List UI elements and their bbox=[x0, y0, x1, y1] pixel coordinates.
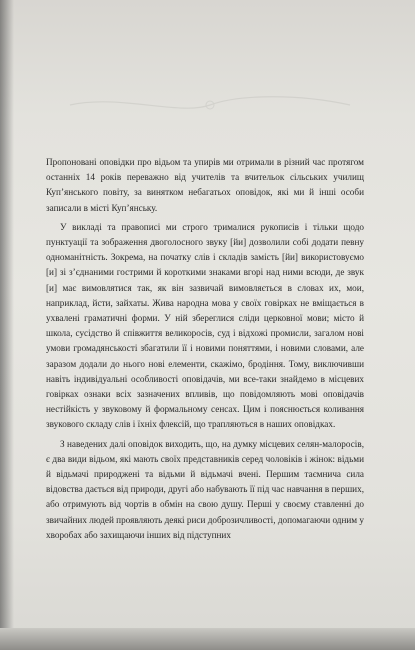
page-text bbox=[46, 155, 364, 543]
paragraph-2: У викладі та правописі ми строго трималися рукописів і тільки щодо пунктуації та зображення двоголосного звуку [йи] дозволили собі додати певну одноманітність. Зокрема, на початку слів і складів замість [йи] використовуємо [и] зі з’єднаними гострими й короткими знаками вгорі над ними всюди, де звук [и] має вимовлятися так, як він зазвичай вимовляється в словах их, мои, наприклад, йсти, зайхаты. Жива народна мова у своїх говірках не вміщається в ухвалені граматичні форми. У ній збереглися сліди церковної мови; місто й школа, сусідство й співжиття великоросів, суд і відхожі промисли, загалом нові умови громадянськості збагатили її і новими поняттями, і новими словами, але заразом додали до нього нові елементи, скажімо, бродіння. Тому, виключивши навіть індивідуальні особливості оповідачів, ми все-таки знайдемо в місцевих говірках ознаки всіх зазначених впливів, що повідомляють мові оповідачів нестійкість у звуковому й формальному сенсах. Цим і пояснюється коливання звукового складу слів і їхніх флексій, що трапляються в наших оповідках. bbox=[46, 221, 364, 430]
paragraph-3: З наведених далі оповідок виходить, що, на думку місцевих селян-малоросів, є два види відьом, які мають своїх представників серед чоловіків і жінок: відьми й відьмачі природжені та відьми й відьмачі вчені. Першим таємнича сила відовства дається від природи, другі або набувають її під час навчання в перших, або отримують від чортів в обмін на свою душу. Перші у своєму ставленні до звичайних людей проявляють деякі риси доброзичливості, допомагаючи одним у хворобах або захищаючи інших від підступних bbox=[46, 438, 364, 540]
paragraph-1: Пропоновані оповідки про відьом та упирів ми отримали в різний час протягом останніх 14 років переважно від учителів та вчительок сільських училищ Куп’янського повіту, за винятком небагатьох оповідок, які ми й інші особи записали в місті Куп’янську. bbox=[46, 157, 364, 213]
bleed-through-decoration bbox=[60, 92, 360, 118]
page-bottom-edge bbox=[0, 628, 415, 650]
binding-shadow bbox=[0, 0, 14, 650]
